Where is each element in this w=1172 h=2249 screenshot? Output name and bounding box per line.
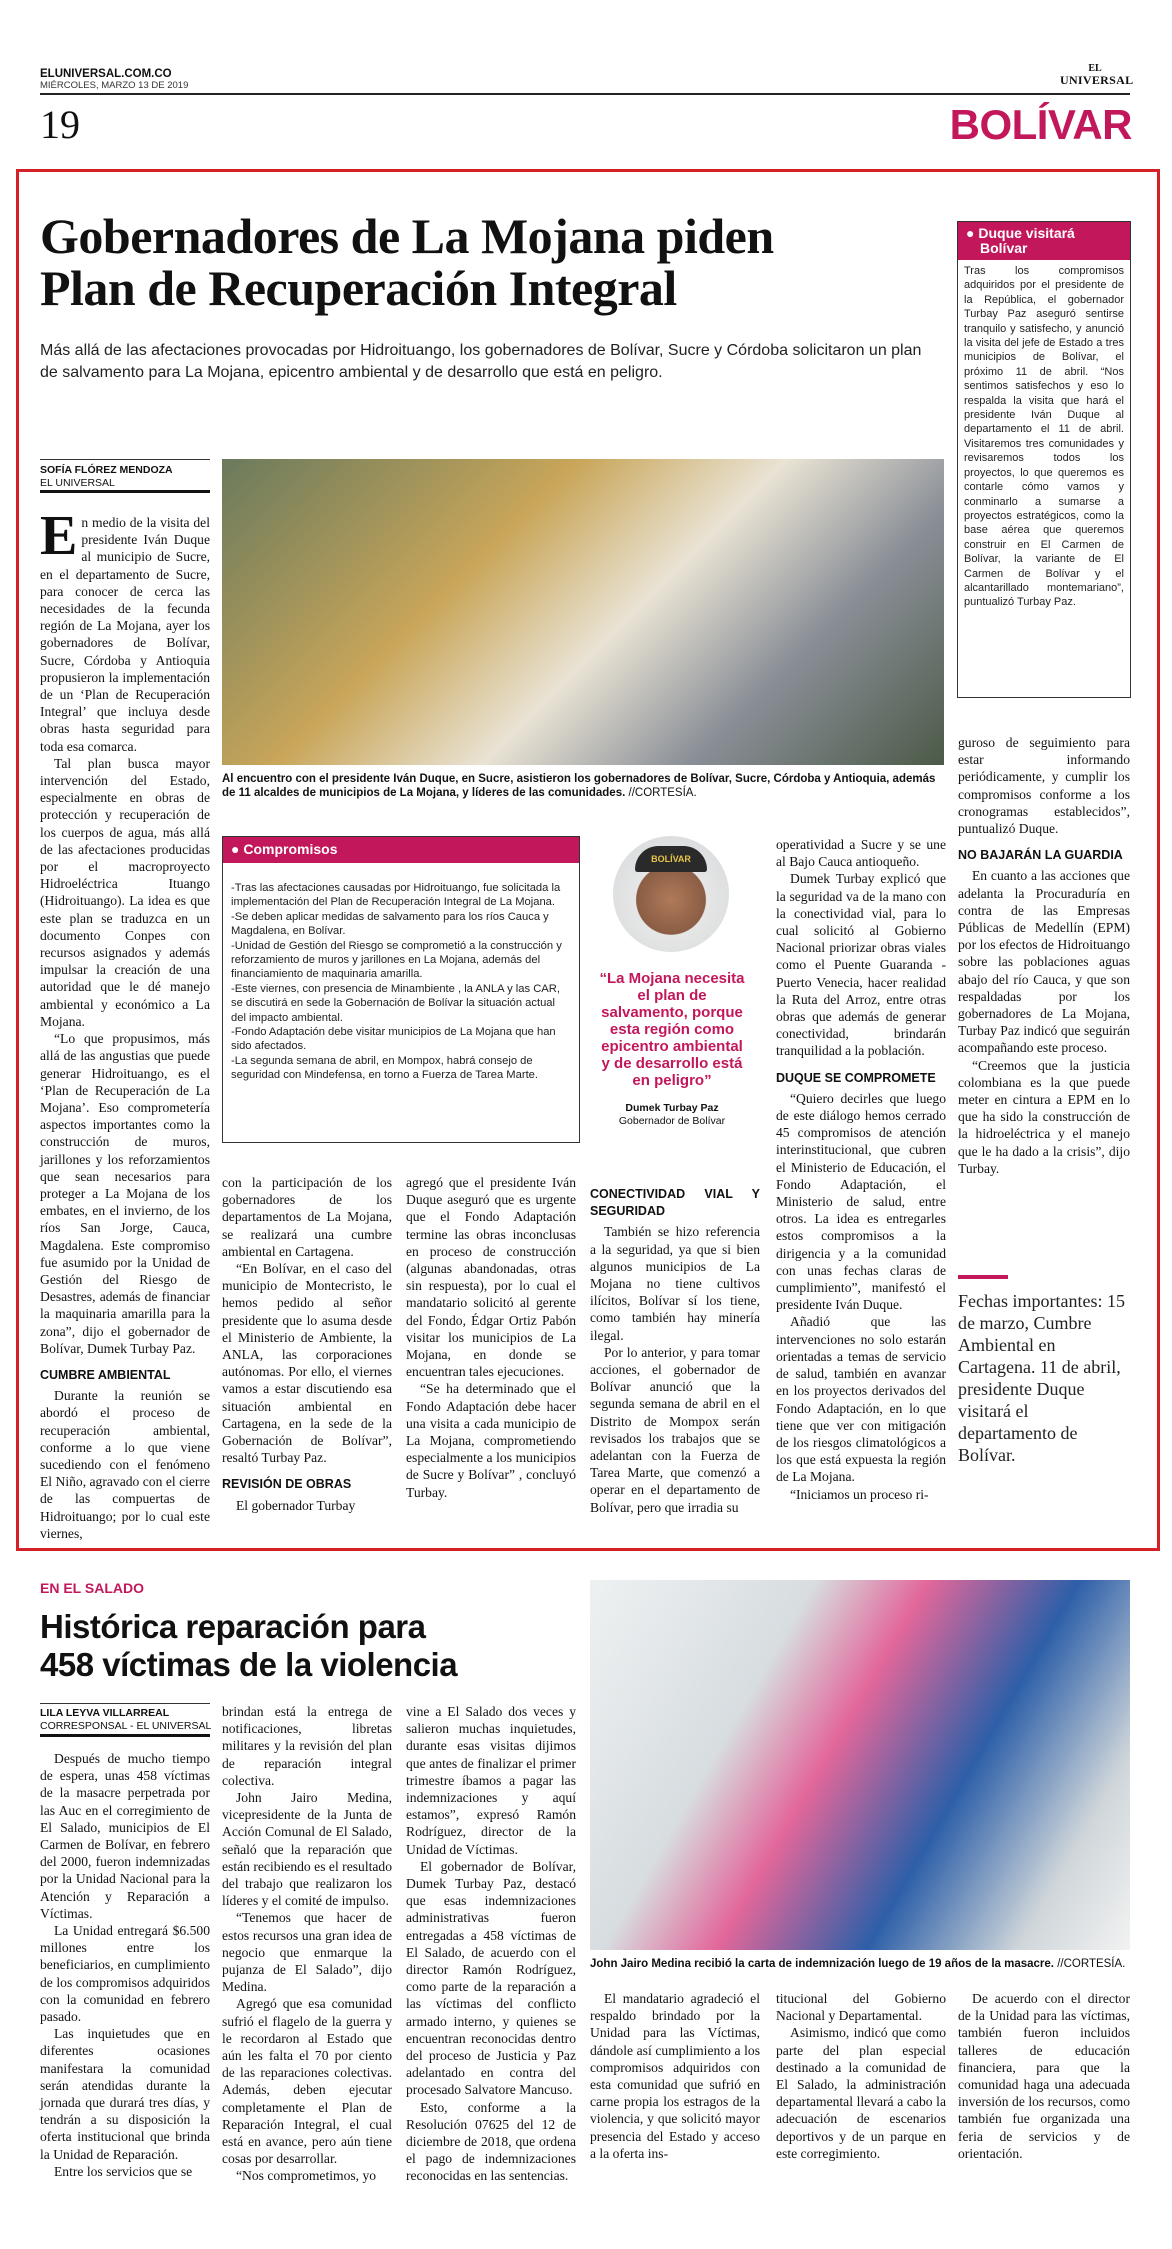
author2-rule-bold	[40, 1734, 210, 1737]
important-dates: Fechas importantes: 15 de marzo, Cumbre Ambiental en Cartagena. 11 de abril, presidente Duque visitará el departamento de Bolívar.	[958, 1291, 1125, 1465]
sidebar-header: ● Duque visitará Bolívar	[958, 222, 1130, 260]
dates-accent	[958, 1275, 1008, 1279]
compromisos-list: -Tras las afectaciones causadas por Hidroituango, fue solicitada la implementación del Plan de Recuperación Integral de La Mojana. -Se deben aplicar medidas de salvamento para los ríos Cauca y Magdalena, en Bolívar. -Unidad de Gestión del Riesgo se comprometió a la construcción y reforzamiento de muros y jarillones en La Mojana, además del financiamiento de maquinaria amarilla. -Este viernes, con presencia de Minambiente , la ANLA y las CAR, se discutirá en sede la Gobernación de Bolívar la situación actual del impacto ambiental. -Fondo Adaptación debe visitar municipios de La Mojana que han sido afectados. -La segunda semana de abril, en Mompox, habrá consejo de seguridad con Mindefensa, en torno a Fuerza de Tarea Marte.	[231, 882, 562, 1082]
article2-col-4: El mandatario agradeció el respaldo brindado por la Unidad para las Víctimas, dándole así cumplimiento a los compromisos adquiridos con esta comunidad que sufrió en carne propia los estragos de la violencia, y que solicitó mayor presencia del Estado y acceso a la oferta ins-	[590, 1991, 760, 2161]
article2-col-5: titucional del Gobierno Nacional y Departamental. Asimismo, indicó que como parte del plan especial destinado a la comunidad de El Salado, la administración departamental llevará a cabo la adecuación de escenarios deportivos y de un parque en este corregimiento.	[776, 1991, 946, 2161]
masthead-rule	[40, 93, 1130, 95]
governor-portrait	[613, 836, 729, 952]
issue-date: MIÉRCOLES, MARZO 13 DE 2019	[40, 80, 189, 91]
bullet-icon: ●	[966, 225, 975, 241]
quote-attribution: Dumek Turbay Paz Gobernador de Bolívar	[618, 1102, 726, 1127]
site-url: ELUNIVERSAL.COM.CO	[40, 68, 172, 80]
cap-text: BOLÍVAR	[635, 846, 707, 872]
article-deck: Más allá de las afectaciones provocadas por Hidroituango, los gobernadores de Bolívar, Sucre y Córdoba solicitaron un plan de salvamento para La Mojana, epicentro ambiental y de desarrollo que está en peligro.	[40, 342, 922, 381]
compromisos-box	[222, 836, 580, 1143]
bullet-icon: ●	[231, 841, 240, 857]
compromisos-header: ● Compromisos	[223, 837, 579, 863]
page-number: 19	[40, 102, 80, 147]
byline-2: LILA LEYVA VILLARREAL CORRESPONSAL - EL UNIVERSAL	[40, 1707, 212, 1732]
article-col-3: agregó que el presidente Iván Duque aseguró que es urgente que el Fondo Adaptación termine las obras inconclusas en proceso de construcción (algunas abandonadas, otras sin respuesta), por lo cual el mandatario solicitó al gerente del Fondo, Édgar Ortiz Pabón visitar los municipios de La Mojana, en donde se encuentran tales ejecuciones. “Se ha determinado que el Fondo Adaptación debe hacer una visita a cada municipio de La Mojana, comprometiendo especialmente a los municipios de Sucre y Bolívar” , concluyó Turbay.	[406, 1175, 576, 1500]
salado-photo	[590, 1580, 1130, 1950]
article2-col-1: Después de mucho tiempo de espera, unas 458 víctimas de la masacre perpetrada por las Auc en el corregimiento de El Salado, municipios de El Carmen de Bolívar, en febrero del 2000, fueron indemnizadas por la Unidad Nacional para la Atención y Reparación a Víctimas. La Unidad entregará $6.500 millones entre los beneficiarios, en cumplimiento de los compromisos adquiridos con la comunidad en febrero pasado. Las inquietudes que en diferentes ocasiones manifestara la comunidad serán atendidas durante la jornada que durará tres días, y tendrán a su disposición la oferta institucional que brinda la Unidad de Reparación. Entre los servicios que se	[40, 1751, 210, 2179]
photo-caption: Al encuentro con el presidente Iván Duque, en Sucre, asistieron los gobernadores de Bolívar, Sucre, Córdoba y Antioquia, además de 11 alcaldes de municipios de La Mojana, y líderes de las comunidades. //CORTESÍA.	[222, 773, 936, 799]
article-col-2: con la participación de los gobernadores de los departamentos de La Mojana, se realizará una cumbre ambiental en Cartagena. “En Bolívar, en el caso del municipio de Montecristo, le hemos pedido al señor presidente que lo asuma desde el Ministerio de Ambiente, la ANLA, las corporaciones autónomas. Por ello, el viernes vamos a estar discutiendo esa situación ambiental en Cartagena, en la sede de la Gobernación de Bolívar”, resaltó Turbay Paz. REVISIÓN DE OBRAS El gobernador Turbay	[222, 1175, 392, 1513]
article2-kicker: EN EL SALADO	[40, 1580, 144, 1596]
byline: SOFÍA FLÓREZ MENDOZA EL UNIVERSAL	[40, 464, 173, 489]
article2-col-6: De acuerdo con el director de la Unidad para las víctimas, también fueron incluidos talleres de educación financiera, para que la comunidad haga una adecuada inversión de los recursos, como también fue organizada una feria de servicios y de orientación.	[958, 1991, 1130, 2161]
drop-cap: E	[40, 505, 78, 567]
pull-quote: “La Mojana necesita el plan de salvamento, porque esta región como epicentro ambiental y de desarrollo está en peligro”	[599, 970, 745, 1089]
article2-col-3: vine a El Salado dos veces y salieron muchas inquietudes, durante esas visitas dijimos que antes de finalizar el primer trimestre íbamos a pagar las indemnizaciones y aquí estamos”, expresó Ramón Rodríguez, director de la Unidad de Víctimas. El gobernador de Bolívar, Dumek Turbay Paz, destacó que esas indemnizaciones administrativas fueron entregadas a 458 víctimas de El Salado, de acuerdo con el director Ramón Rodríguez, como parte de la reparación a las víctimas del conflicto armado interno, y quienes se encuentran reconocidas dentro del proceso de Justicia y Paz adelantado en contra del procesado Salvatore Mancuso. Esto, conforme a la Resolución 07625 del 12 de diciembre de 2018, que ordena el pago de indemnizaciones reconocidas en las sentencias.	[406, 1704, 576, 2184]
article-col-5: operatividad a Sucre y se une al Bajo Cauca antioqueño. Dumek Turbay explicó que la seguridad va de la mano con la conectividad vial, para lo cual solicitó al Gobierno Nacional priorizar obras viales como el Puente Guaranda - Puerto Venecia, hacer realidad la Ruta del Arroz, entre otras obras que además de generar conectividad, brindarán tranquilidad a la población. DUQUE SE COMPROMETE “Quiero decirles que luego de este diálogo hemos cerrado 45 compromisos de atención interinstitucional, que cubren el Ministerio de Educación, el Fondo Adaptación, el Ministerio de salud, entre otros. La idea es entregarles estos compromisos a la dirigencia y a la comunidad con unas fechas claras de cumplimiento”, manifestó el presidente Iván Duque. Añadió que las intervenciones no solo estarán orientadas a temas de servicio de salud, también en avanzar en los proyectos derivados del Fondo Adaptación, en lo que tiene que ver con mitigación de los riesgos climatológicos a los que está expuesta la región de La Mojana. “Iniciamos un proceso ri-	[776, 837, 946, 1502]
photo2-caption: John Jairo Medina recibió la carta de indemnización luego de 19 años de la masacre. //CORTESÍA.	[590, 1958, 1126, 1970]
article2-col-2: brindan está la entrega de notificaciones, libretas militares y la revisión del plan de reparación integral colectiva. John Jairo Medina, vicepresidente de la Junta de Acción Comunal de El Salado, señaló que la reparación que están recibiendo es el resultado del trabajo que realizaron los líderes y el comité de impulso. “Tenemos que hacer de estos recursos una gran idea de negocio que enmarque la pujanza de El Salado”, dijo Medina. Agregó que esa comunidad sufrió el flagelo de la guerra y le recordaron al Estado que aún les falta el 70 por ciento de las reparaciones colectivas. Además, deben ejecutar completamente el Plan de Reparación Integral, el cual está en avance, pero aún tiene cosas por desarrollar. “Nos comprometimos, yo	[222, 1704, 392, 2184]
meeting-photo	[222, 459, 944, 765]
author2-rule	[40, 1703, 210, 1704]
article2-title: Histórica reparación para 458 víctimas de la violencia	[40, 1608, 458, 1683]
article-col-1: En medio de la visita del presidente Iván Duque al municipio de Sucre, en el departamento de Sucre, para conocer de cerca las necesidades de la fecunda región de La Mojana, ayer los gobernadores de Bolívar, Sucre, Córdoba y Antioquia propusieron la implementación de un ‘Plan de Recuperación Integral’ que incluya desde obras hasta seguridad para toda esa comarca. Tal plan busca mayor intervención del Estado, especialmente en obras de protección y recuperación de los cuerpos de agua, más allá de las afectaciones producidas por el macroproyecto Hidroeléctrica Ituango (Hidroituango). La idea es que este plan se traduzca en un documento Conpes con recursos asignados y además impulsar la creación de una autoridad que le dé manejo ambiental y económico a La Mojana. “Lo que propusimos, más allá de las angustias que puede generar Hidroituango, es el ‘Plan de Recuperación de La Mojana’. Eso comprometería aspectos importantes como la construcción de muros, jarillones y los reforzamientos que sean necesarios para proteger a La Mojana de los embates, en el invierno, de los ríos San Jorge, Cauca, Magdalena. Este compromiso fue asumido por la Unidad de Gestión del Riesgo de Desastres, además de financiar la maquinaria amarilla para la zona”, dijo el gobernador de Bolívar, Dumek Turbay Paz. CUMBRE AMBIENTAL Durante la reunión se abordó el proceso de recuperación ambiental, conforme a lo que viene sucediendo con el fenómeno El Niño, agravado con el cierre de las compuertas de Hidroituango; por lo cual este viernes,	[40, 505, 210, 1541]
article-col-6: guroso de seguimiento para estar informando periódicamente, y cumplir los compromisos conforme a los cronogramas establecidos”, puntualizó Duque. NO BAJARÁN LA GUARDIA En cuanto a las acciones que adelanta la Procuraduría en contra de las Empresas Públicas de Medellín (EPM) por los efectos de Hidroituango sobre las poblaciones aguas abajo del río Cauca, y que son respaldadas por los gobernadores de La Mojana, Turbay Paz indicó que seguirán acompañando este proceso. “Creemos que la justicia colombiana es la que puede meter en cintura a EPM en lo que ha sido la construcción de la hidroeléctrica y el manejo que le ha dado a la crisis”, dijo Turbay.	[958, 735, 1130, 1176]
sidebar-box	[957, 221, 1131, 698]
author-rule-bold	[40, 490, 210, 493]
article-col-4: CONECTIVIDAD VIAL Y SEGURIDAD También se hizo referencia a la seguridad, ya que si bien algunos municipios de La Mojana no tiene cultivos ilícitos, Bolívar sí los tiene, como también hay minería ilegal. Por lo anterior, y para tomar acciones, el gobernador de Bolívar anunció que la segunda semana de abril en el Distrito de Mompox serán revisados los trabajos que se adelantan con la Fuerza de Tarea Marte, que comenzó a operar en el departamento de Bolívar, pero que irradia su	[590, 1187, 760, 1515]
logo: EL UNIVERSAL	[1060, 63, 1134, 87]
author-rule	[40, 459, 210, 460]
article-title: Gobernadores de La Mojana piden Plan de Recuperación Integral	[40, 208, 774, 316]
section-title: BOLÍVAR	[949, 101, 1132, 148]
sidebar-text: Tras los compromisos adquiridos por el presidente de la República, el gobernador Turbay Paz aseguró sentirse tranquilo y satisfecho, y anunció la visita del jefe de Estado a tres municipios de Bolívar, el próximo 11 de abril. “Nos sentimos satisfechos y eso lo respalda la visita que hará el presidente Iván Duque al departamento el 11 de abril. Visitaremos tres comunidades y revisaremos todos los proyectos, lo que queremos es contarle cómo vamos y conminarlo a sumarse a proyectos estratégicos, como la base aérea que queremos construir en El Carmen de Bolívar, la variante de El Carmen de Bolívar y el alcantarillado montemariano”, puntualizó Turbay Paz.	[964, 265, 1124, 609]
